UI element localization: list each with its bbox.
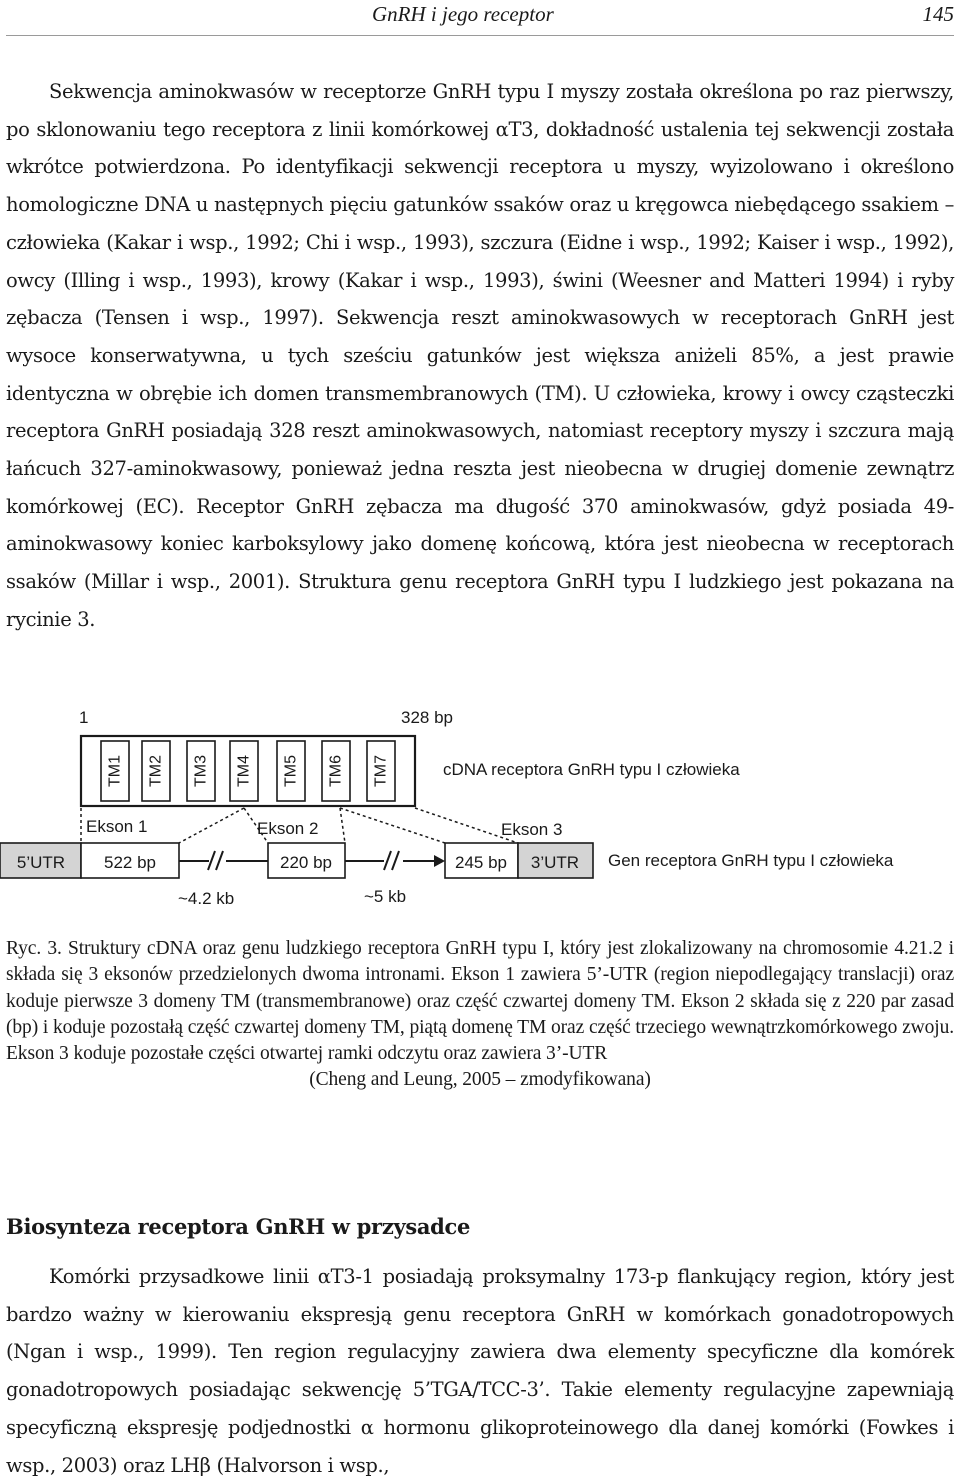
tm2-label: TM2 [147,755,165,787]
tm6-label: TM6 [327,755,345,787]
intron-1-break-mark [208,851,223,870]
cdna-start-label: 1 [79,708,89,727]
tm7-label: TM7 [372,755,390,787]
caption-source: (Cheng and Leung, 2005 – zmodyfikowana) [309,1069,651,1091]
header-rule [6,35,954,36]
exon-3-size: 245 bp [455,853,507,872]
exon-2-size: 220 bp [280,853,332,872]
section-heading: Biosynteza receptora GnRH w przysadce [6,1214,471,1239]
exon-3-start-projection [340,808,445,843]
figure-3-gene-diagram [0,700,960,922]
exon-3-label: Ekson 3 [501,820,563,839]
exon-1-label: Ekson 1 [86,817,148,836]
paragraph-1-text: Sekwencja aminokwasów w receptorze GnRH typu I myszy została określona po raz pierwszy, po sklonowaniu tego receptora z linii komórkowej αT3, dokładność ustalenia tej sekwencji została wkrótce potwierdzona. Po identyfikacji sekwencji receptora u myszy, wyizolowano i określono homologiczne DNA u następnych pięciu gatunków ssaków oraz u kręgowca niebędącego ssakiem – człowieka (Kakar i wsp., 1992; Chi i wsp., 1993), szczura (Eidne i wsp., 1992; Kaiser i wsp., 1992), owcy (Illing i wsp., 1993), krowy (Kakar i wsp., 1993), świni (Weesner and Matteri 1994) i ryby zębacza (Tensen i wsp., 1997). Sekwencja reszt aminokwasowych w receptorach GnRH jest wysoce konserwatywna, u tych sześciu gatunków jest większa aniżeli 85%, a jest prawie identyczna w obrębie ich domen transmembranowych (TM). U człowieka, krowy i owcy cząsteczki receptora GnRH posiadają 328 reszt aminokwasowych, natomiast receptory myszy i szczura mają łańcuch 327-aminokwasowy, ponieważ jedna reszta jest nieobecna w drugiej domenie zewnątrz komórkowej (EC). Receptor GnRH zębacza ma długość 370 aminokwasów, gdyż posiada 49-aminokwasowy koniec karboksylowy jako domenę końcową, która jest nieobecna w receptorach ssaków (Millar i wsp., 2001). Struktura genu receptora GnRH typu I ludzkiego jest pokazana na rycinie 3. [6,80,954,631]
tm1-label: TM1 [106,755,124,787]
tm3-label: TM3 [192,755,210,787]
gene-direction-arrow-icon [434,855,445,867]
paragraph-1 [6,73,954,639]
paragraph-2 [6,1258,954,1484]
cdna-end-label: 328 bp [401,708,453,727]
intron-2-break-mark [384,851,399,870]
exon-1-end-projection [179,808,244,843]
exon-2-label: Ekson 2 [257,819,319,838]
cdna-label: cDNA receptora GnRH typu I człowieka [443,760,740,779]
gene-diagram-svg [0,700,960,922]
tm5-label: TM5 [282,755,300,787]
exon-1-size: 522 bp [104,853,156,872]
intron-1-size: ~4.2 kb [178,889,235,908]
utr5-label: 5’UTR [16,853,66,872]
page-number: 145 [922,2,954,26]
utr3-label: 3’UTR [530,853,580,872]
running-header-title: GnRH i jego receptor [372,2,554,26]
paragraph-2-text: Komórki przysadkowe linii αT3-1 posiadają proksymalny 173-p flankujący region, który jest bardzo ważny w kierowaniu ekspresją genu receptora GnRH w komórkach gonadotropowych (Ngan i wsp., 1999). Ten region regulacyjny zawiera dwa elementy specyficzne dla komórek gonadotropowych posiadając sekwencję 5’TGA/TCC-3’. Takie elementy regulacyjne zapewniają specyficzną ekspresję podjednostki α hormonu glikoproteinowego dla danej komórki (Fowkes i wsp., 2003) oraz LHβ (Halvorson i wsp., [6,1265,954,1477]
intron-2-size: ~5 kb [364,887,407,906]
exon-2-end-projection [340,808,345,843]
tm4-label: TM4 [235,755,253,787]
caption-text: Ryc. 3. Struktury cDNA oraz genu ludzkiego receptora GnRH typu I, który jest zlokalizowany na chromosomie 4.21.2 i składa się 3 eksonów przedzielonych dwoma intronami. Ekson 1 zawiera 5’-UTR (region niepodlegający translacji) oraz koduje pierwsze 3 domeny TM (transmembranowe) oraz część czwartej domeny TM. Ekson 2 składa się z 220 par zasad (bp) i koduje pozostałą część czwartej domeny TM, piątą domenę TM oraz część trzeciego wewnątrzkomórkowego zwoju. Ekson 3 koduje pozostałe części otwartej ramki odczytu oraz zawiera 3’-UTR [6,938,954,1065]
figure-caption [6,936,954,1094]
gene-label: Gen receptora GnRH typu I człowieka [608,851,894,870]
running-header [6,2,954,30]
